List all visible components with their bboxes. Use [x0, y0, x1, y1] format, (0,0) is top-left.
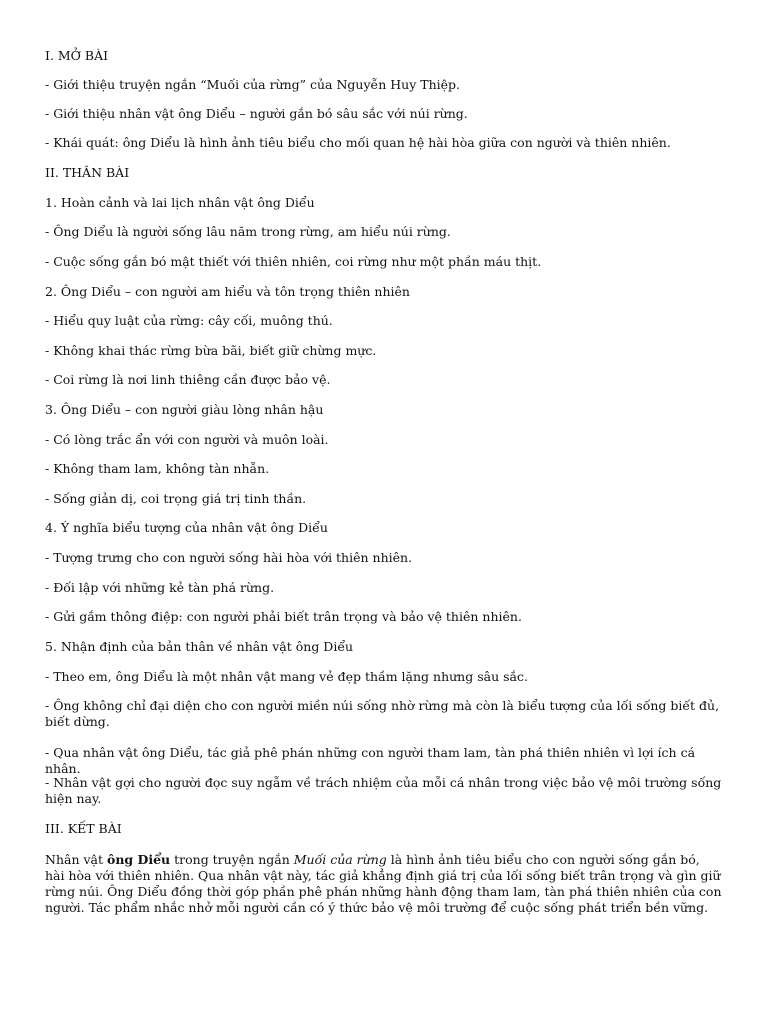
list-item: - Sống giản dị, coi trọng giá trị tinh thần.: [45, 491, 307, 506]
list-item: - Không khai thác rừng bừa bãi, biết giữ chừng mực.: [45, 343, 377, 358]
heading-than-bai: II. THÂN BÀI: [45, 165, 130, 180]
section-heading: 3. Ông Diểu – con người giàu lòng nhân hậu: [45, 402, 324, 417]
section-heading: 1. Hoàn cảnh và lai lịch nhân vật ông Diểu: [45, 195, 315, 210]
list-item: - Ông không chỉ đại diện cho con người miền núi sống nhờ rừng mà còn là biểu tượng của lối sống biết đủ, biết dừng.: [45, 698, 720, 729]
conclusion-text: Nhân vật: [45, 852, 107, 867]
story-title-italic: Muối của rừng: [293, 852, 387, 867]
list-item: - Giới thiệu nhân vật ông Diểu – người gắn bó sâu sắc với núi rừng.: [45, 106, 468, 121]
list-item: - Không tham lam, không tàn nhẫn.: [45, 461, 270, 476]
heading-ket-bai: III. KẾT BÀI: [45, 821, 122, 836]
list-item: - Ông Diểu là người sống lâu năm trong rừng, am hiểu núi rừng.: [45, 224, 451, 239]
list-item: - Gửi gắm thông điệp: con người phải biết trân trọng và bảo vệ thiên nhiên.: [45, 609, 522, 624]
conclusion-paragraph: [45, 852, 723, 916]
list-item: - Có lòng trắc ẩn với con người và muôn loài.: [45, 432, 329, 447]
conclusion-text: trong truyện ngắn: [170, 852, 294, 867]
list-item: - Qua nhân vật ông Diểu, tác giả phê phán những con người tham lam, tàn phá thiên nhiên vì lợi ích cá nhân.: [45, 745, 696, 776]
list-item: - Coi rừng là nơi linh thiêng cần được bảo vệ.: [45, 372, 331, 387]
section-heading: 5. Nhận định của bản thân về nhân vật ông Diểu: [45, 639, 354, 654]
character-name-bold: ông Diểu: [106, 852, 171, 867]
list-item: - Cuộc sống gắn bó mật thiết với thiên nhiên, coi rừng như một phần máu thịt.: [45, 254, 542, 269]
section-heading: 4. Ý nghĩa biểu tượng của nhân vật ông Diểu: [45, 520, 328, 535]
list-item: - Theo em, ông Diểu là một nhân vật mang vẻ đẹp thầm lặng nhưng sâu sắc.: [45, 669, 528, 684]
list-item: - Giới thiệu truyện ngắn “Muối của rừng” của Nguyễn Huy Thiệp.: [45, 77, 460, 92]
list-item: - Nhân vật gợi cho người đọc suy ngẫm về trách nhiệm của mỗi cá nhân trong việc bảo vệ môi trường sống hiện nay.: [45, 775, 722, 806]
list-item: - Khái quát: ông Diểu là hình ảnh tiêu biểu cho mối quan hệ hài hòa giữa con người và thiên nhiên.: [45, 135, 671, 150]
section-heading: 2. Ông Diểu – con người am hiểu và tôn trọng thiên nhiên: [45, 284, 410, 299]
heading-mo-bai: I. MỞ BÀI: [45, 48, 109, 63]
conclusion-text: là hình ảnh tiêu biểu cho con người sống gắn bó, hài hòa với thiên nhiên. Qua nhân vật này, tác giả khẳng định giá trị của lối sống biết trân trọng và gìn giữ rừng núi. Ông Diểu đồng thời góp phần phê phán những hành động tham lam, tàn phá thiên nhiên của con người. Tác phẩm nhắc nhở mỗi người cần có ý thức bảo vệ môi trường để cuộc sống phát triển bền vững.: [45, 852, 722, 915]
list-item: - Hiểu quy luật của rừng: cây cối, muông thú.: [45, 313, 333, 328]
list-item: - Tượng trưng cho con người sống hài hòa với thiên nhiên.: [45, 550, 413, 565]
list-item: - Đối lập với những kẻ tàn phá rừng.: [45, 580, 275, 595]
